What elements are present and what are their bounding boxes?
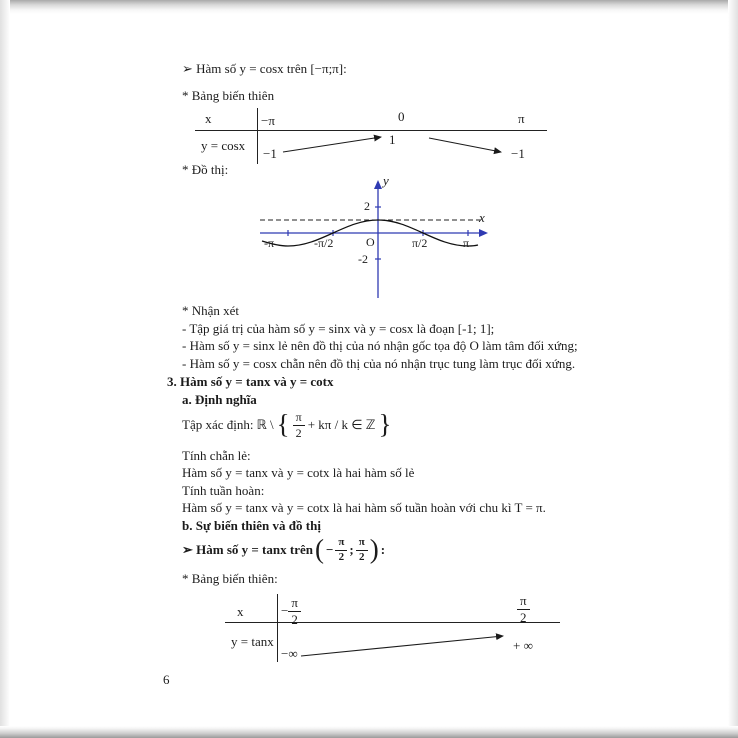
domain-label: Tập xác định: xyxy=(182,417,254,432)
table-y-peak: 1 xyxy=(389,132,396,147)
table-y-right: −1 xyxy=(511,146,525,161)
fraction-denominator: 2 xyxy=(359,550,365,563)
table-y-header: y = tanx xyxy=(231,634,274,649)
fraction-numerator: π xyxy=(335,537,347,551)
pi-over-2-fraction xyxy=(356,537,368,563)
cos-variation-table xyxy=(195,106,547,166)
variation-heading: b. Sự biến thiên và đồ thị xyxy=(182,518,321,533)
table-y-header: y = cosx xyxy=(201,138,246,153)
open-brace: { xyxy=(276,408,290,439)
pi-over-2-fraction xyxy=(293,411,305,439)
interval-separator: ; xyxy=(349,542,354,557)
page-edge-right xyxy=(728,0,738,738)
table-x-header: x xyxy=(205,111,212,126)
section-3-heading: 3. Hàm số y = tanx và y = cotx xyxy=(167,374,334,389)
period-label: Tính tuần hoàn: xyxy=(182,483,265,498)
remarks-label: * Nhận xét xyxy=(182,303,240,318)
remark-3: - Hàm số y = cosx chẵn nên đồ thị của nó nhận trục tung làm trục đối xứng. xyxy=(182,356,576,371)
fraction-denominator: 2 xyxy=(291,611,298,627)
close-paren: ) xyxy=(369,533,379,564)
x-tick-pi: π xyxy=(463,236,470,250)
domain-set-symbol: ℝ \ xyxy=(256,417,274,432)
remark-1: - Tập giá trị của hàm số y = sinx và y = cosx là đoạn [-1; 1]; xyxy=(182,321,495,336)
open-paren: ( xyxy=(314,533,324,564)
parity-text: Hàm số y = tanx và y = cotx là hai hàm số lẻ xyxy=(182,465,415,480)
x-tick-pi-2: π/2 xyxy=(412,236,428,250)
cos-heading: ➢ Hàm số y = cosx trên [−π;π]: xyxy=(182,61,347,76)
page-edge-top xyxy=(0,0,738,14)
x-tick-neg-pi-2: -π/2 xyxy=(314,236,334,250)
cos-variation-table-label: * Bảng biến thiên xyxy=(182,88,275,103)
x-tick-neg-pi: -π xyxy=(264,236,275,250)
y-tick-neg-2: -2 xyxy=(358,252,368,266)
tanx-heading-prefix: ➢ Hàm số y = tanx trên xyxy=(182,542,313,557)
fraction-numerator: π xyxy=(288,596,301,612)
definition-heading: a. Định nghĩa xyxy=(182,392,257,407)
period-text: Hàm số y = tanx và y = cotx là hai hàm số tuần hoàn với chu kì T = π. xyxy=(182,500,546,515)
cos-graph xyxy=(252,170,497,305)
fraction-denominator: 2 xyxy=(338,550,345,563)
heading-colon: : xyxy=(380,542,386,557)
page-number: 6 xyxy=(163,672,170,687)
neg-pi-over-2-fraction xyxy=(335,537,347,563)
minus-sign: − xyxy=(281,603,289,619)
cos-graph-label: * Đồ thị: xyxy=(182,162,229,177)
table-y-left: −1 xyxy=(263,146,277,161)
y-tick-2: 2 xyxy=(364,199,370,213)
page-edge-bottom xyxy=(0,726,738,738)
y-axis-label: y xyxy=(383,173,389,188)
table-x-right: π xyxy=(518,111,525,126)
fraction-denominator: 2 xyxy=(520,609,527,625)
table-y-right: + ∞ xyxy=(513,638,533,653)
tan-variation-table-label: * Bảng biến thiên: xyxy=(182,571,278,586)
domain-tail: + kπ / k ∈ ℤ xyxy=(307,417,376,432)
fraction-numerator: π xyxy=(356,537,368,551)
fraction-numerator: π xyxy=(517,594,530,610)
variation-arrows xyxy=(225,592,560,665)
table-x-header: x xyxy=(237,604,244,619)
tan-variation-table xyxy=(225,592,560,665)
table-x-left: −π xyxy=(261,113,275,128)
variation-arrows xyxy=(195,106,547,166)
page-edge-left xyxy=(0,0,10,738)
close-brace: } xyxy=(378,408,392,439)
table-x-mid: 0 xyxy=(398,109,405,124)
remark-2: - Hàm số y = sinx lẻ nên đồ thị của nó nhận gốc tọa độ O làm tâm đối xứng; xyxy=(182,338,578,353)
fraction-numerator: π xyxy=(293,411,305,426)
minus-sign: − xyxy=(325,542,334,557)
domain-formula xyxy=(182,410,391,440)
origin-label: O xyxy=(366,235,375,249)
fraction-denominator: 2 xyxy=(295,425,302,440)
x-axis-label: x xyxy=(479,210,485,225)
tanx-interval-heading xyxy=(182,533,386,564)
parity-label: Tính chẵn lẻ: xyxy=(182,448,251,463)
table-y-left: −∞ xyxy=(281,646,298,661)
